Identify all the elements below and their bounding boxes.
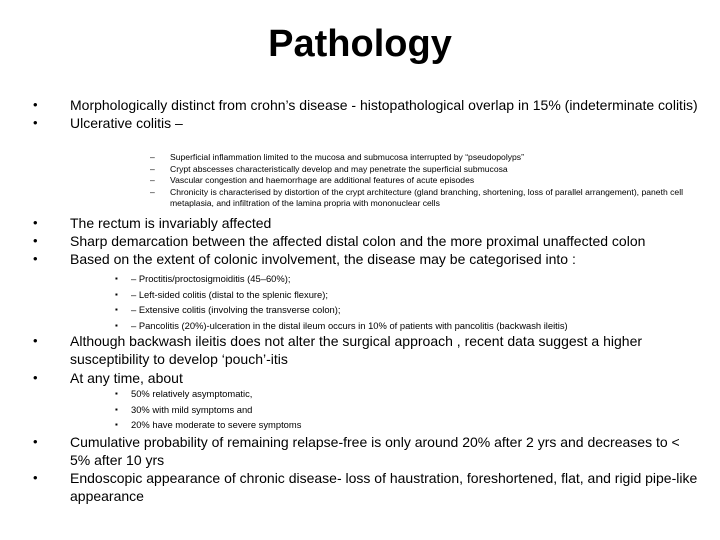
list-item: • Sharp demarcation between the affected distal colon and the more proximal unaffected colon: [33, 233, 646, 249]
bullet-icon: •: [33, 434, 38, 449]
small-bullet-icon: ▪: [115, 389, 118, 398]
extent-list: [0, 271, 720, 333]
anytime-bullet: [0, 369, 720, 387]
dash-icon: –: [150, 152, 155, 162]
sub-list-item: ▪ – Left-sided colitis (distal to the splenic flexure);: [0, 287, 720, 303]
sub-list-item: ▪ – Extensive colitis (involving the transverse colon);: [0, 302, 720, 318]
dash-icon: –: [150, 186, 155, 197]
small-bullet-icon: ▪: [115, 420, 118, 429]
bullet-icon: •: [33, 215, 38, 230]
sub-list-item: – Vascular congestion and haemorrhage are additional features of acute episodes: [150, 175, 475, 185]
bullet-icon: •: [33, 251, 38, 266]
bullet-icon: •: [33, 333, 38, 348]
small-bullet-icon: ▪: [115, 274, 118, 283]
slide-title: Pathology: [268, 23, 452, 65]
small-bullet-icon: ▪: [115, 320, 118, 330]
uc-details-list: [0, 152, 720, 210]
sub-list-item: ▪ 30% with mild symptoms and: [0, 402, 720, 418]
dash-icon: –: [150, 175, 155, 185]
sub-list-item: – Superficial inflammation limited to the mucosa and submucosa interrupted by “pseudopolyps”: [150, 152, 524, 162]
sub-list-item: ▪ – Pancolitis (20%)-ulceration in the distal ileum occurs in 10% of patients with pancolitis (backwash ileitis): [0, 318, 720, 334]
sub-list-item: ▪ – Proctitis/proctosigmoiditis (45–60%);: [0, 271, 720, 287]
sub-list-item: – Crypt abscesses characteristically develop and may penetrate the superficial submucosa: [150, 163, 508, 174]
small-bullet-icon: ▪: [115, 305, 118, 314]
sub-list-item: ▪ 50% relatively asymptomatic,: [0, 386, 720, 402]
list-item: • At any time, about: [33, 370, 183, 386]
list-item: • Based on the extent of colonic involvement, the disease may be categorised into :: [33, 251, 576, 267]
small-bullet-icon: ▪: [115, 404, 118, 414]
list-item: • Cumulative probability of remaining relapse-free is only around 20% after 2 yrs and decreases to < 5% after 10 yrs: [33, 434, 680, 468]
list-item: • The rectum is invariably affected: [33, 215, 272, 231]
backwash-bullets: [0, 332, 720, 368]
rectum-bullets: [0, 214, 720, 268]
bullet-icon: •: [33, 97, 38, 112]
list-item: • Ulcerative colitis –: [33, 115, 183, 131]
bullet-icon: •: [33, 370, 38, 385]
list-item: • Endoscopic appearance of chronic disease- loss of haustration, foreshortened, flat, and rigid pipe-like appearance: [33, 470, 698, 504]
bullet-icon: •: [33, 115, 38, 130]
prognosis-bullets: [0, 433, 720, 505]
sub-list-item: ▪ 20% have moderate to severe symptoms: [0, 417, 720, 433]
intro-bullets: [0, 96, 720, 132]
bullet-icon: •: [33, 470, 38, 485]
dash-icon: –: [150, 163, 155, 174]
list-item: • Although backwash ileitis does not alter the surgical approach , recent data suggest a higher susceptibility to develop ‘pouch’-itis: [33, 333, 643, 367]
sub-list-item: – Chronicity is characterised by distortion of the crypt architecture (gland branching, shortening, loss of parallel arrangement), paneth cell metaplasia, and infiltration of the lamina propria with mononuclear cells: [150, 186, 684, 208]
bullet-icon: •: [33, 233, 38, 248]
list-item: • Morphologically distinct from crohn’s disease - histopathological overlap in 15% (indeterminate colitis): [33, 97, 698, 113]
course-list: [0, 386, 720, 433]
small-bullet-icon: ▪: [115, 289, 118, 299]
